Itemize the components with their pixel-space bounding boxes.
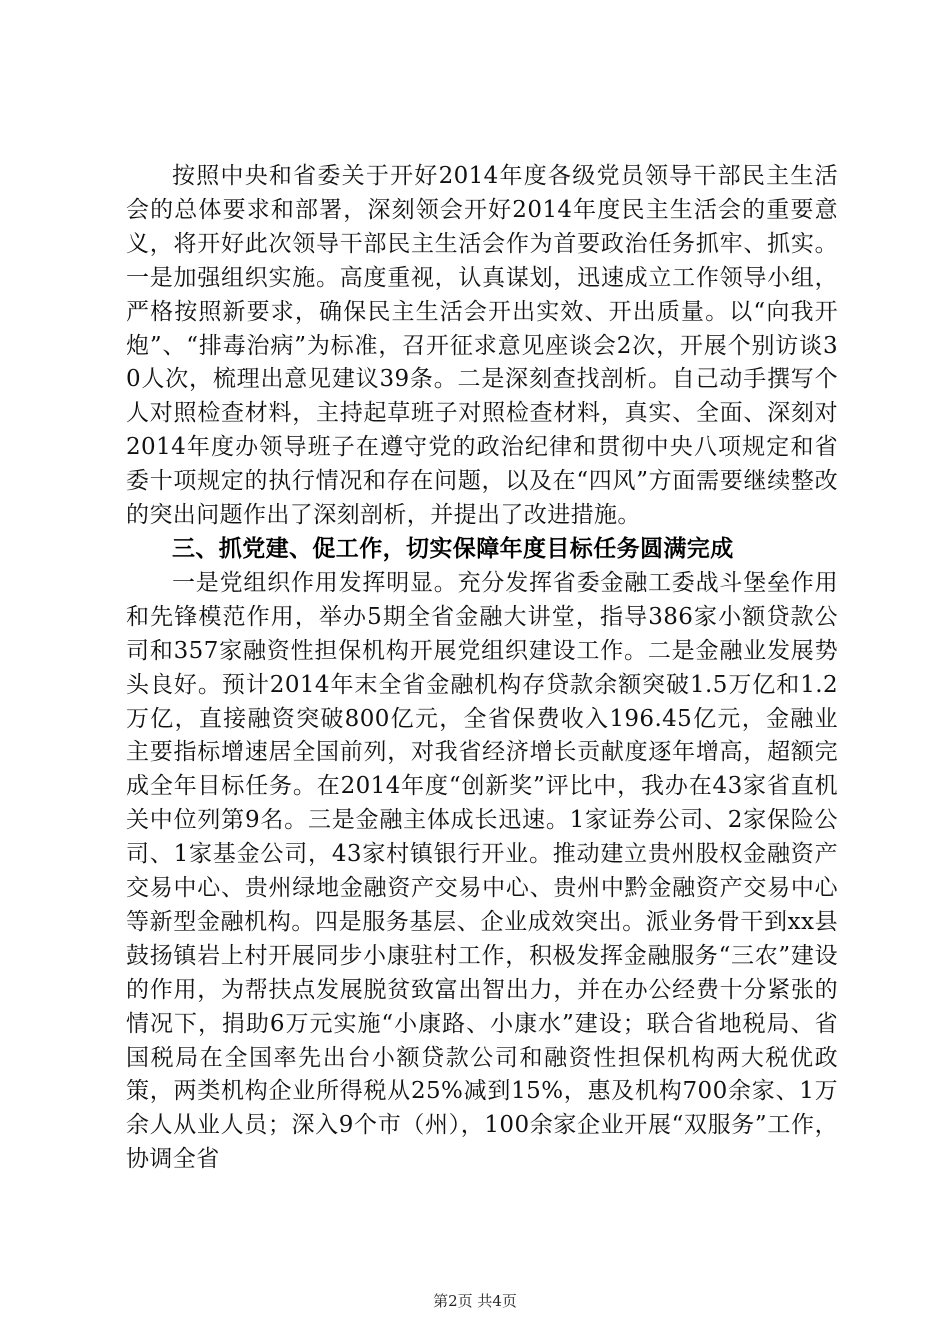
section-heading: 三、抓党建、促工作，切实保障年度目标任务圆满完成 [172, 535, 734, 562]
paragraph-democratic-life-meeting: 按照中央和省委关于开好2014年度各级党员领导干部民主生活会的总体要求和部署，深刻领会开好2014年度民主生活会的重要意义，将开好此次领导干部民主生活会作为首要政治任务抓牢、抓实。一是加强组织实施。高度重视，认真谋划，迅速成立工作领导小组，严格按照新要求，确保民主生活会开出实效、开出质量。以“向我开炮”、“排毒治病”为标准，召开征求意见座谈会2次，开展个别访谈30人次，梳理出意见建议39条。二是深刻查找剖析。自己动手撰写个人对照检查材料，主持起草班子对照检查材料，真实、全面、深刻对2014年度办领导班子在遵守党的政治纪律和贯彻中央八项规定和省委十项规定的执行情况和存在问题，以及在“四风”方面需要继续整改的突出问题作出了深刻剖析，并提出了改进措施。 [126, 163, 838, 529]
paragraph-annual-targets: 一是党组织作用发挥明显。充分发挥省委金融工委战斗堡垒作用和先锋模范作用，举办5期全省金融大讲堂，指导386家小额贷款公司和357家融资性担保机构开展党组织建设工作。二是金融业发展势头良好。预计2014年末全省金融机构存贷款余额突破1.5万亿和1.2万亿，直接融资突破800亿元，全省保费收入196.45亿元，金融业主要指标增速居全国前列，对我省经济增长贡献度逐年增高，超额完成全年目标任务。在2014年度“创新奖”评比中，我办在43家省直机关中位列第9名。三是金融主体成长迅速。1家证券公司、2家保险公司、1家基金公司，43家村镇银行开业。推动建立贵州股权金融资产交易中心、贵州绿地金融资产交易中心、贵州中黔金融资产交易中心等新型金融机构。四是服务基层、企业成效突出。派业务骨干到xx县鼓扬镇岩上村开展同步小康驻村工作，积极发挥金融服务“三农”建设的作用，为帮扶点发展脱贫致富出智出力，并在办公经费十分紧张的情况下，捐助6万元实施“小康路、小康水”建设；联合省地税局、省国税局在全国率先出台小额贷款公司和融资性担保机构两大税优政策，两类机构企业所得税从25%减到15%，惠及机构700余家、1万余人从业人员；深入9个市（州），100余家企业开展“双服务”工作，协调全省 [126, 569, 838, 1173]
document-body [126, 160, 838, 1177]
page-number-footer: 第2页 共4页 [433, 1292, 517, 1310]
